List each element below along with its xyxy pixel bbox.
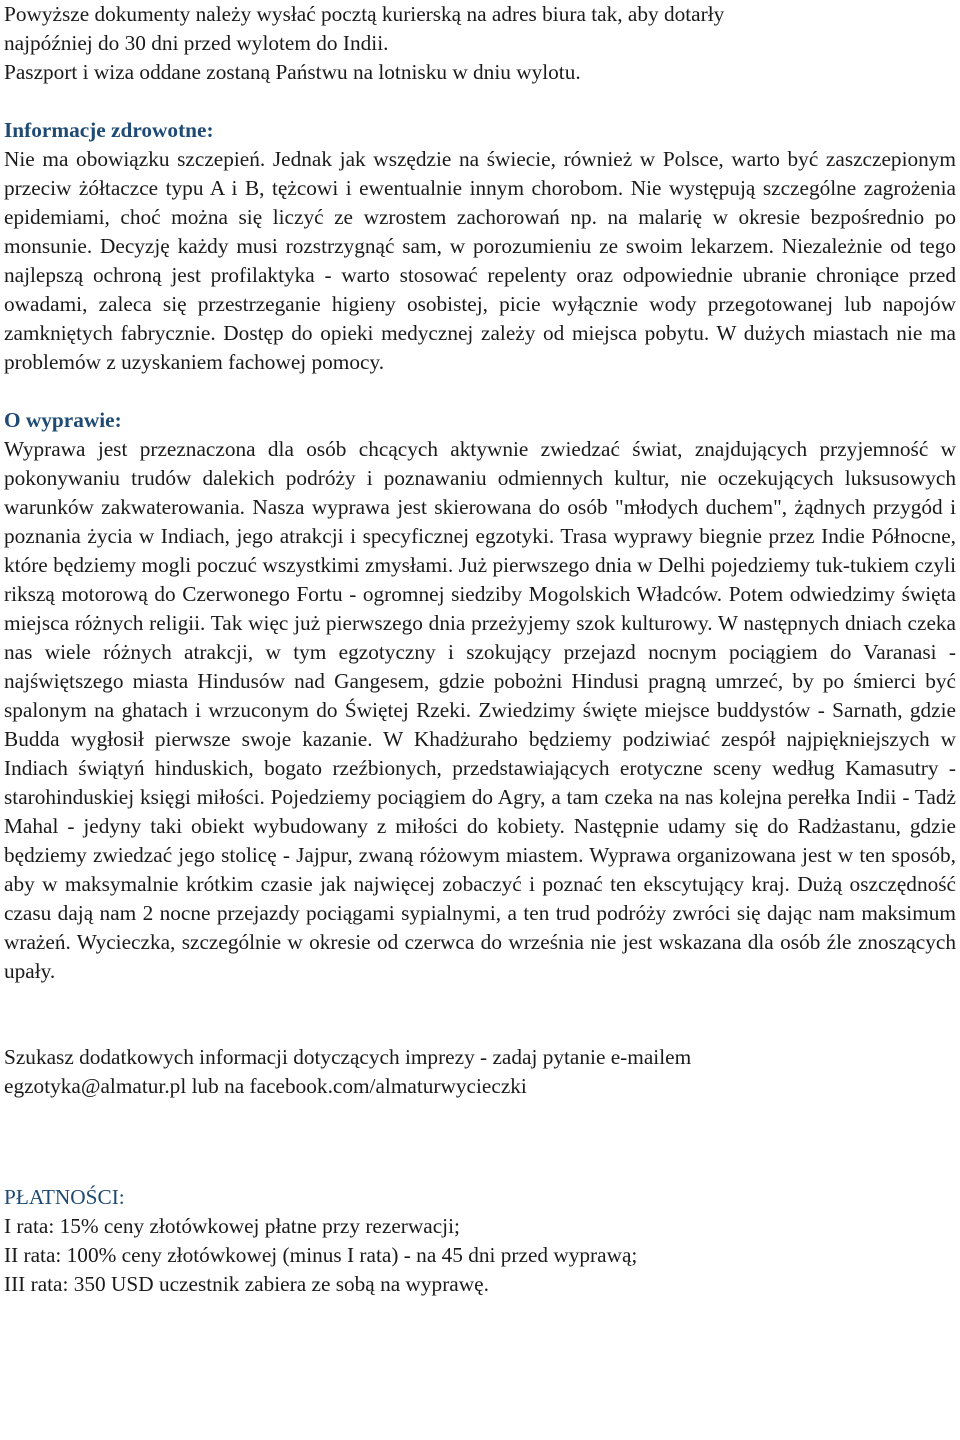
payment-item-2: II rata: 100% ceny złotówkowej (minus I rata) - na 45 dni przed wyprawą;	[4, 1243, 638, 1267]
document-page	[4, 0, 956, 1299]
payment-heading: PŁATNOŚCI:	[4, 1185, 125, 1209]
payment-item-1: I rata: 15% ceny złotówkowej płatne przy rezerwacji;	[4, 1214, 460, 1238]
intro-line-1: Powyższe dokumenty należy wysłać pocztą kurierską na adres biura tak, aby dotarły	[4, 2, 725, 26]
payment-item-3: III rata: 350 USD uczestnik zabiera ze sobą na wyprawę.	[4, 1272, 489, 1296]
contact-line-2: egzotyka@almatur.pl lub na facebook.com/almaturwycieczki	[4, 1074, 527, 1098]
health-paragraph: Nie ma obowiązku szczepień. Jednak jak wszędzie na świecie, również w Polsce, warto być zaszczepionym przeciw żółtaczce typu A i B, tężcowi i ewentualnie innym chorobom. Nie występują szczególne zagrożenia epidemiami, choć można się liczyć ze wzrostem zachorowań np. na malarię w okresie bezpośrednio po monsunie. Decyzję każdy musi rozstrzygnąć sam, w porozumieniu ze swoim lekarzem. Niezależnie od tego najlepszą ochroną jest profilaktyka - warto stosować repelenty oraz odpowiednie ubranie chroniące przed owadami, zaleca się przestrzeganie higieny osobistej, picie wyłącznie wody przegotowanej lub napojów zamkniętych fabrycznie. Dostęp do opieki medycznej zależy od miejsca pobytu. W dużych miastach nie ma problemów z uzyskaniem fachowej pomocy.	[4, 147, 956, 374]
contact-section	[4, 1043, 956, 1101]
intro-section	[4, 0, 956, 87]
about-heading: O wyprawie:	[4, 408, 122, 432]
contact-line-1: Szukasz dodatkowych informacji dotyczących imprezy - zadaj pytanie e-mailem	[4, 1045, 692, 1069]
intro-line-2: najpóźniej do 30 dni przed wylotem do Indii.	[4, 31, 389, 55]
health-heading: Informacje zdrowotne:	[4, 118, 214, 142]
intro-line-3: Paszport i wiza oddane zostaną Państwu na lotnisku w dniu wylotu.	[4, 60, 581, 84]
about-paragraph: Wyprawa jest przeznaczona dla osób chcących aktywnie zwiedzać świat, znajdujących przyjemność w pokonywaniu trudów dalekich podróży i poznawaniu odmiennych kultur, nie oczekujących luksusowych warunków zakwaterowania. Nasza wyprawa jest skierowana do osób "młodych duchem", żądnych przygód i poznania życia w Indiach, jego atrakcji i specyficznej egzotyki. Trasa wyprawy biegnie przez Indie Północne, które będziemy mogli poczuć wszystkimi zmysłami. Już pierwszego dnia w Delhi pojedziemy tuk-tukiem czyli rikszą motorową do Czerwonego Fortu - ogromnej siedziby Mogolskich Władców. Potem odwiedzimy święta miejsca różnych religii. Tak więc już pierwszego dnia przeżyjemy szok kulturowy. W następnych dniach czeka nas wiele różnych atrakcji, w tym egzotyczny i szokujący przejazd nocnym pociągiem do Varanasi - najświętszego miasta Hindusów nad Gangesem, gdzie pobożni Hindusi pragną umrzeć, by po śmierci być spalonym na ghatach i wrzuconym do Świętej Rzeki. Zwiedzimy święte miejsce buddystów - Sarnath, gdzie Budda wygłosił pierwsze swoje kazanie. W Khadżuraho będziemy podziwiać zespół najpiękniejszych w Indiach świątyń hinduskich, bogato rzeźbionych, przedstawiających erotyczne sceny według Kamasutry - starohinduskiej księgi miłości. Pojedziemy pociągiem do Agry, a tam czeka na nas kolejna perełka Indii - Tadż Mahal - jedyny taki obiekt wybudowany z miłości do kobiety. Następnie udamy się do Radżastanu, gdzie będziemy zwiedzać jego stolicę - Jajpur, zwaną różowym miastem. Wyprawa organizowana jest w ten sposób, aby w maksymalnie krótkim czasie jak najwięcej zobaczyć i poznać ten ekscytujący kraj. Dużą oszczędność czasu dają nam 2 nocne przejazdy pociągami sypialnymi, a ten trud podróży zwróci się dając nam maksimum wrażeń. Wycieczka, szczególnie w okresie od czerwca do września nie jest wskazana dla osób źle znoszących upały.	[4, 437, 956, 983]
payment-list	[4, 1212, 956, 1299]
